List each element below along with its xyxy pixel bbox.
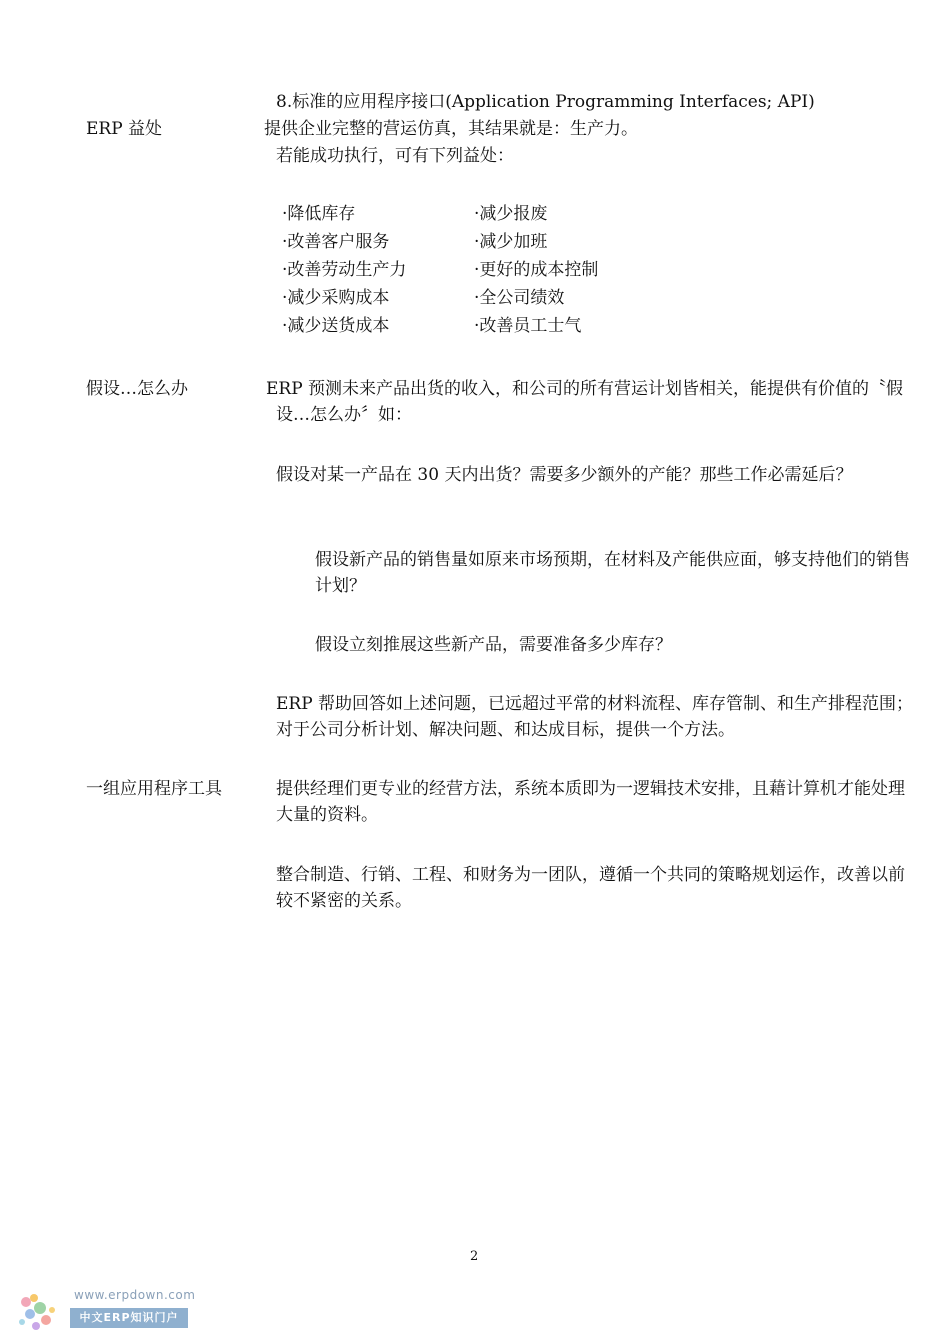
what-if-question-3: 假设立刻推展这些新产品，需要准备多少库存？	[315, 635, 672, 655]
list-item: ·减少送货成本	[282, 316, 390, 336]
erp-benefits-intro: 提供企业完整的营运仿真，其结果就是：生产力。	[264, 119, 638, 139]
erp-benefits-label: ERP 益处	[86, 119, 163, 139]
what-if-intro: ERP 预测未来产品出货的收入，和公司的所有营运计划皆相关，能提供有价值的〝假设…怎么办〞如：	[266, 379, 904, 425]
list-item: ·改善员工士气	[474, 316, 582, 336]
erp-benefits-intro-2: 若能成功执行，可有下列益处：	[276, 146, 514, 166]
list-item: ·改善客户服务	[282, 232, 390, 252]
list-item: ·更好的成本控制	[474, 260, 599, 280]
what-if-label: 假设…怎么办	[86, 379, 188, 399]
what-if-question-1: 假设对某一产品在 30 天内出货？需要多少额外的产能？那些工作必需延后？	[276, 465, 853, 485]
page-number: 2	[470, 1249, 479, 1264]
list-item: ·全公司绩效	[474, 288, 565, 308]
list-item: ·减少报废	[474, 204, 548, 224]
tools-paragraph-1: 提供经理们更专业的经营方法，系统本质即为一逻辑技术安排，且藉计算机才能处理大量的资料。	[276, 779, 905, 825]
tools-label: 一组应用程序工具	[86, 779, 222, 799]
watermark-url: www.erpdown.com	[74, 1288, 196, 1302]
flower-logo-icon	[12, 1288, 68, 1338]
list-item: ·减少加班	[474, 232, 548, 252]
list-item: ·减少采购成本	[282, 288, 390, 308]
what-if-conclusion: ERP 帮助回答如上述问题，已远超过平常的材料流程、库存管制、和生产排程范围；对于公司分析计划、解决问题、和达成目标，提供一个方法。	[276, 694, 914, 740]
list-item: ·降低库存	[282, 204, 356, 224]
api-heading: 8.标准的应用程序接口(Application Programming Interfaces; API)	[276, 92, 815, 112]
watermark-title: 中文ERP知识门户	[70, 1308, 188, 1328]
tools-paragraph-2: 整合制造、行销、工程、和财务为一团队，遵循一个共同的策略规划运作，改善以前较不紧密的关系。	[276, 865, 905, 911]
watermark-logo	[12, 1288, 196, 1338]
what-if-question-2: 假设新产品的销售量如原来市场预期，在材料及产能供应面，够支持他们的销售计划？	[315, 550, 910, 596]
list-item: ·改善劳动生产力	[282, 260, 407, 280]
